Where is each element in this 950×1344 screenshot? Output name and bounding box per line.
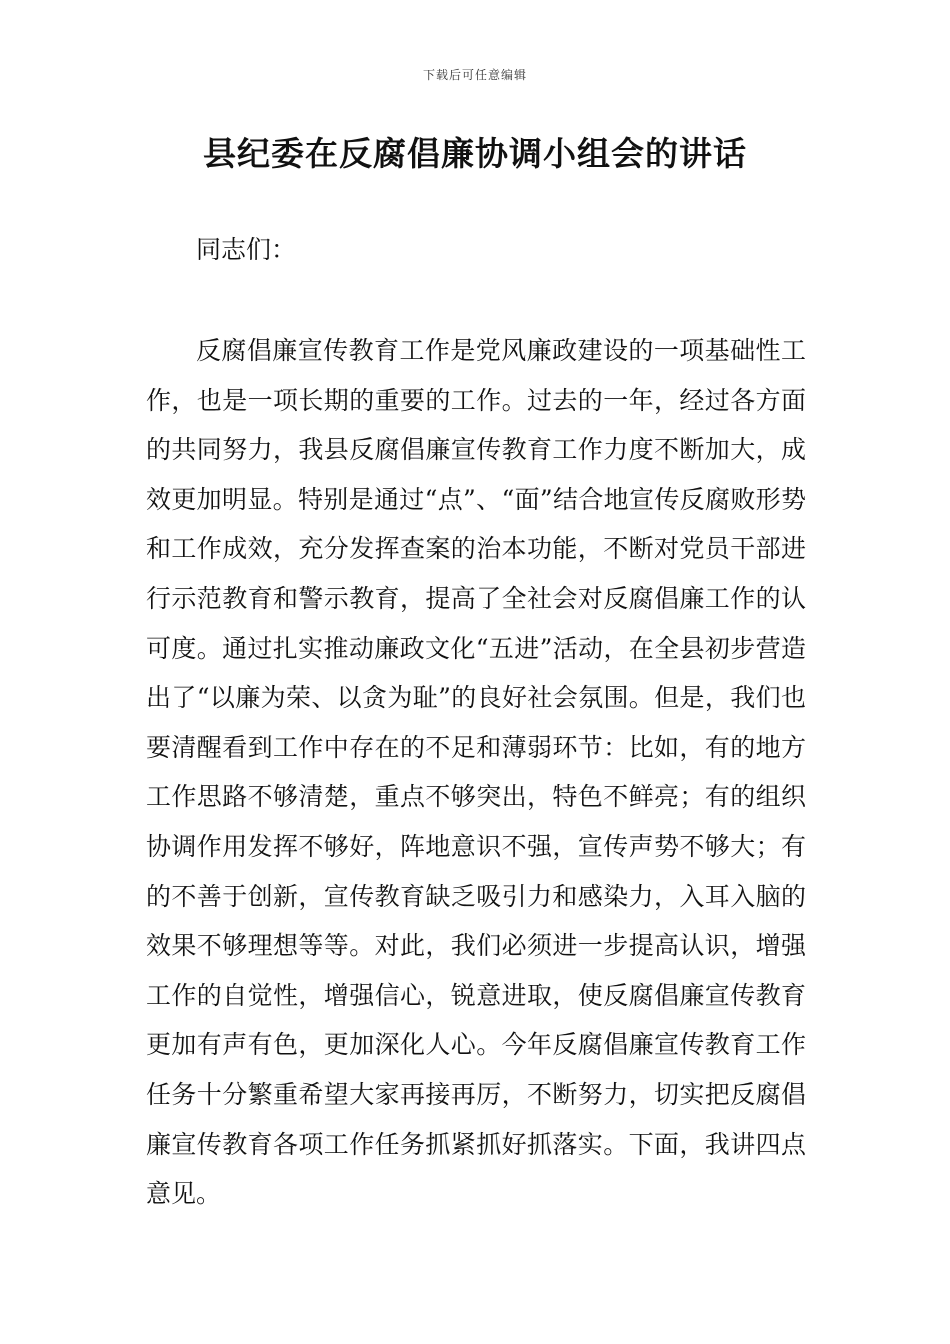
header-note: 下载后可任意编辑 (422, 68, 527, 82)
body-paragraph: 反腐倡廉宣传教育工作是党风廉政建设的一项基础性工作，也是一项长期的重要的工作。过去的一年，经过各方面的共同努力，我县反腐倡廉宣传教育工作力度不断加大，成效更加明显。特别是通过“点”、“面”结合地宣传反腐败形势和工作成效，充分发挥查案的治本功能，不断对党员干部进行示范教育和警示教育，提高了全社会对反腐倡廉工作的认可度。通过扎实推动廉政文化“五进”活动，在全县初步营造出了“以廉为荣、以贪为耻”的良好社会氛围。但是，我们也要清醒看到工作中存在的不足和薄弱环节：比如，有的地方工作思路不够清楚，重点不够突出，特色不鲜亮；有的组织协调作用发挥不够好，阵地意识不强，宣传声势不够大；有的不善于创新，宣传教育缺乏吸引力和感染力，入耳入脑的效果不够理想等等。对此，我们必须进一步提高认识，增强工作的自觉性，增强信心，锐意进取，使反腐倡廉宣传教育更加有声有色，更加深化人心。今年反腐倡廉宣传教育工作任务十分繁重希望大家再接再厉，不断努力，切实把反腐倡廉宣传教育各项工作任务抓紧抓好抓落实。下面，我讲四点意见。 (146, 336, 806, 1209)
salutation: 同志们： (196, 235, 297, 264)
document-title: 县纪委在反腐倡廉协调小组会的讲话 (203, 134, 747, 173)
